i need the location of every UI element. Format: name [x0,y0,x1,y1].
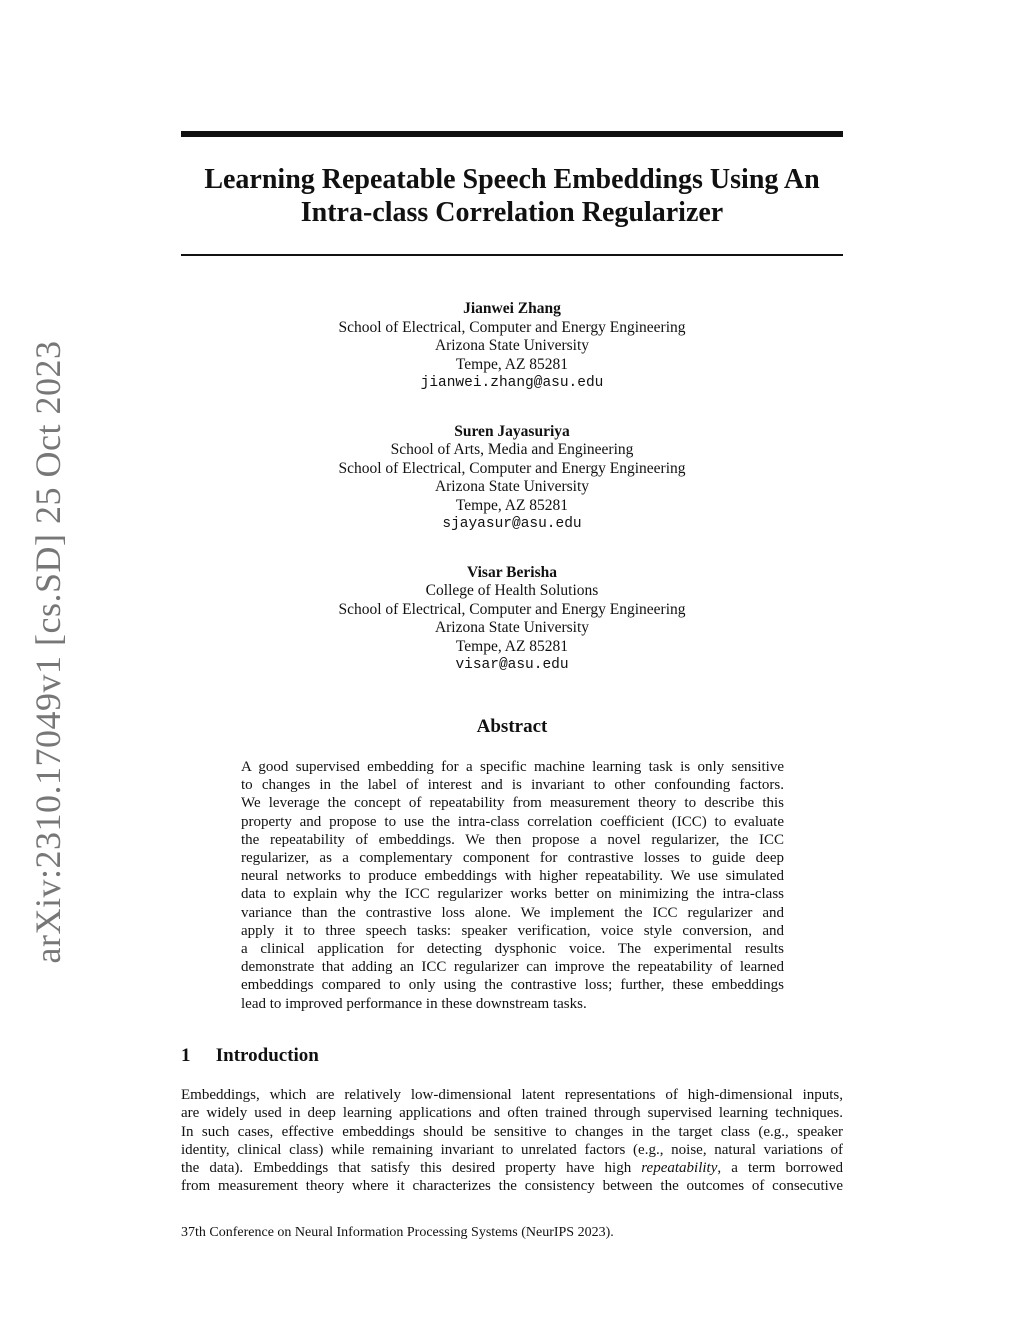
intro-line: In such cases, effective embeddings should be sensitive to changes in the target class (e.g., speaker [181,1123,843,1140]
paper-title [181,163,843,229]
abstract-line: demonstrate that adding an ICC regularizer can improve the repeatability of learned [241,959,784,976]
abstract-text [241,758,784,1013]
author-affiliation: Tempe, AZ 85281 [455,496,569,514]
author-block [181,300,843,705]
abstract-line: lead to improved performance in these downstream tasks. [241,995,587,1012]
abstract-line: neural networks to produce embeddings with higher repeatability. We use simulated [241,868,784,885]
abstract-line: regularizer, as a complementary component for contrastive losses to guide deep [241,850,784,867]
abstract-line: A good supervised embedding for a specific machine learning task is only sensitive [241,759,784,775]
abstract-line: We leverage the concept of repeatability from measurement theory to describe this [241,795,784,812]
section-heading-introduction [181,1045,319,1067]
section-title: Introduction [215,1045,319,1066]
section-number: 1 [181,1045,191,1066]
author-email: jianwei.zhang@asu.edu [420,375,604,391]
intro-line: are widely used in deep learning applications and often trained through supervised learning techniques. [181,1105,843,1122]
author-affiliation: School of Electrical, Computer and Energy Engineering [338,318,686,336]
author-3 [181,564,843,675]
bottom-rule [181,254,843,256]
intro-line-tail: , a term borrowed [717,1160,843,1177]
author-affiliation: Arizona State University [434,478,590,495]
abstract-line: a clinical application for detecting dysphonic voice. The experimental results [241,941,784,958]
emphasis-repeatability: repeatability [641,1160,718,1177]
abstract-line: the repeatability of embeddings. We then propose a novel regularizer, the ICC [241,831,784,848]
intro-line-head: the data). Embeddings that satisfy this desired property have high [181,1160,642,1177]
title-line-1: Learning Repeatable Speech Embeddings Using An [204,164,820,195]
abstract-line: variance than the contrastive loss alone. We implement the ICC regularizer and [241,904,784,921]
abstract-line: embeddings compared to only using the contrastive loss; further, these embeddings [241,977,784,994]
conference-footnote: 37th Conference on Neural Information Processing Systems (NeurIPS 2023). [181,1225,614,1240]
author-affiliation: School of Arts, Media and Engineering [390,441,634,458]
abstract-line: property and propose to use the intra-class correlation coefficient (ICC) to evaluate [241,813,784,830]
author-affiliation: Arizona State University [434,337,590,354]
intro-line: Embeddings, which are relatively low-dimensional latent representations of high-dimensional inputs, [181,1087,843,1103]
author-affiliation: Tempe, AZ 85281 [455,355,569,373]
author-affiliation: College of Health Solutions [425,582,599,599]
author-email: sjayasur@asu.edu [442,516,582,532]
arxiv-stamp-text: arXiv:2310.17049v1 [cs.SD] 25 Oct 2023 [28,340,68,964]
author-affiliation: Arizona State University [434,619,590,636]
author-email: visar@asu.edu [455,657,569,673]
author-name: Visar Berisha [467,563,557,581]
intro-line: from measurement theory where it characterizes the consistency between the outcomes of consecutive [181,1178,843,1195]
intro-line: identity, clinical class) while remaining invariant to unrelated factors (e.g., noise, natural variations of [181,1141,843,1158]
author-affiliation: School of Electrical, Computer and Energy Engineering [338,600,686,618]
abstract-line: data to explain why the ICC regularizer works better on minimizing the intra-class [241,886,784,903]
author-1 [181,300,843,393]
author-name: Suren Jayasuriya [454,422,570,440]
abstract-heading: Abstract [476,716,548,737]
author-name: Jianwei Zhang [463,300,561,317]
author-affiliation: School of Electrical, Computer and Energy Engineering [338,459,686,477]
abstract-line: to changes in the label of interest and is invariant to other confounding factors. [241,777,784,794]
intro-line-with-emphasis [181,1159,843,1177]
introduction-text [181,1086,843,1196]
title-line-2: Intra-class Correlation Regularizer [300,197,724,228]
author-2 [181,423,843,534]
abstract-line: apply it to three speech tasks: speaker verification, voice style conversion, and [241,922,784,939]
top-rule [181,131,843,137]
author-affiliation: Tempe, AZ 85281 [455,637,569,655]
